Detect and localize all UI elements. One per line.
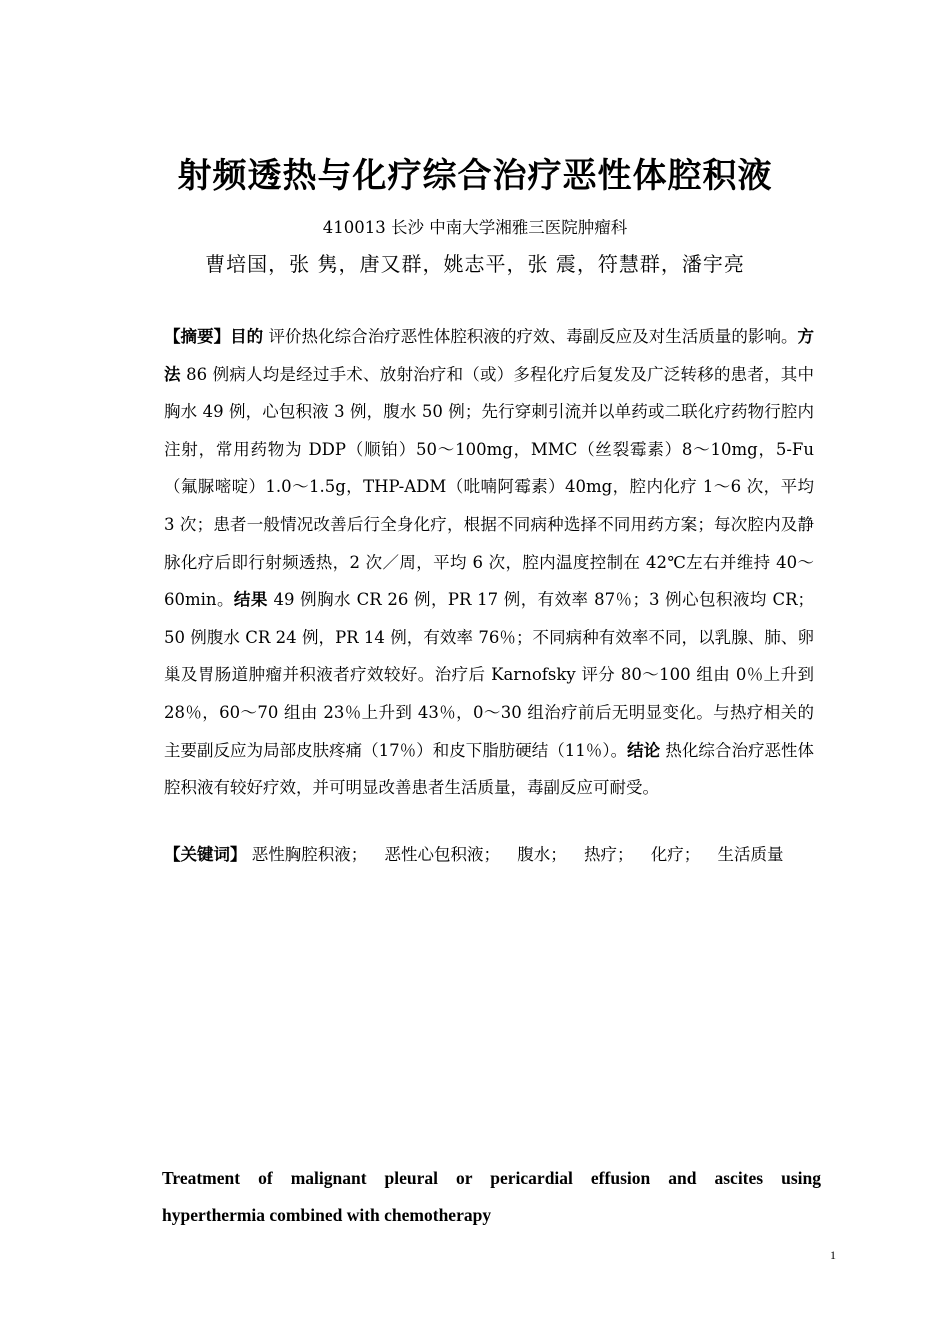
- conclusion-label: 结论: [627, 740, 661, 760]
- abstract: [164, 318, 814, 807]
- keyword-item: 热疗；: [584, 845, 634, 864]
- keyword-item: 化疗；: [650, 845, 701, 864]
- english-title-line1: Treatment of malignant pleural or pericardial effusion and ascites using: [162, 1168, 821, 1188]
- keywords-label: 【关键词】: [164, 845, 247, 864]
- conclusion-text: 热化综合治疗恶性体腔积液有较好疗效，并可明显改善患者生活质量，毒副反应可耐受。: [164, 740, 815, 798]
- abstract-label: 【摘要】: [164, 327, 231, 346]
- methods-text: 86 例病人均是经过手术、放射治疗和（或）多程化疗后复发及广泛转移的患者，其中胸水 49 例，心包积液 3 例，腹水 50 例；先行穿刺引流并以单药或二联化疗药物行腔内注射，常用药物为 DDP（顺铂）50～100mg，MMC（丝裂霉素）8～10mg，5-Fu （氟脲嘧啶）1.0～1.5g，THP-ADM（吡喃阿霉素）40mg，腔内化疗 1～6 次，平均 3 次；患者一般情况改善后行全身化疗，根据不同病种选择不同用药方案；每次腔内及静脉化疗后即行射频透热，2 次／周，平均 6 次，腔内温度控制在 42℃左右并维持 40～60min。: [164, 364, 814, 610]
- keyword-item: 恶性心包积液；: [384, 845, 500, 864]
- english-title: [162, 1160, 821, 1234]
- keyword-item: 生活质量: [717, 845, 784, 864]
- keywords: [164, 838, 814, 872]
- results-text: 49 例胸水 CR 26 例，PR 17 例，有效率 87％；3 例心包积液均 CR；50 例腹水 CR 24 例，PR 14 例，有效率 76％；不同病种有效率不同，以乳腺、肺、卵巢及胃肠道肿瘤并积液者疗效较好。治疗后 Karnofsky 评分 80～100 组由 0％上升到 28％，60～70 组由 23％上升到 43％，0～30 组治疗前后无明显变化。与热疗相关的主要副反应为局部皮肤疼痛（17％）和皮下脂肪硬结（11％）。: [164, 590, 815, 760]
- paper-title: 射频透热与化疗综合治疗恶性体腔积液: [177, 156, 773, 196]
- objective-text: 评价热化综合治疗恶性体腔积液的疗效、毒副反应及对生活质量的影响。: [263, 327, 798, 346]
- page-number: 1: [830, 1248, 836, 1262]
- english-title-line2: hyperthermia combined with chemotherapy: [162, 1205, 492, 1225]
- keyword-item: 腹水；: [517, 845, 567, 864]
- author-list: 曹培国，张 隽，唐又群，姚志平，张 震，符慧群，潘宇亮: [205, 252, 745, 276]
- results-label: 结果: [233, 590, 268, 610]
- methods-label: 方法: [164, 327, 815, 384]
- objective-label: 目的: [230, 327, 264, 346]
- affiliation: 410013 长沙 中南大学湘雅三医院肿瘤科: [322, 218, 628, 237]
- keyword-item: 恶性胸腔积液；: [251, 845, 368, 864]
